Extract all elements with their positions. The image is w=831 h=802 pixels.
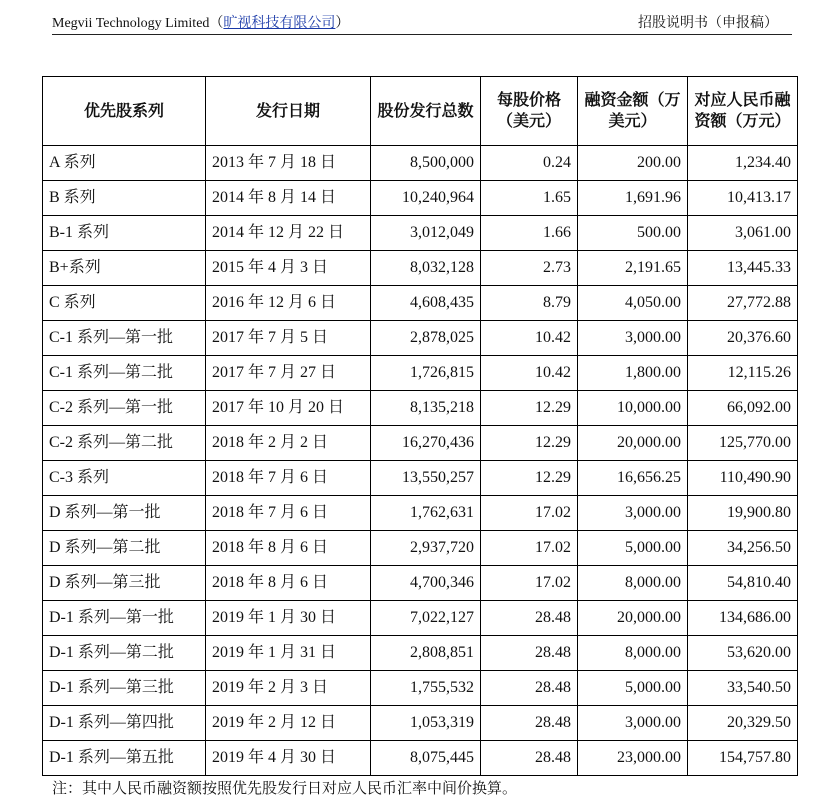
table-row (43, 391, 798, 426)
cell-price-per-share: 2.73 (481, 251, 578, 286)
cell-price-per-share: 0.24 (481, 146, 578, 181)
cell-price-per-share: 28.48 (481, 601, 578, 636)
table-row (43, 496, 798, 531)
cell-amount-rmb: 154,757.80 (688, 741, 798, 776)
cell-shares-issued: 4,608,435 (371, 286, 481, 321)
cell-amount-rmb: 20,376.60 (688, 321, 798, 356)
cell-issue-date: 2019 年 2 月 12 日 (206, 706, 371, 741)
cell-amount-usd: 3,000.00 (578, 706, 688, 741)
cell-shares-issued: 8,135,218 (371, 391, 481, 426)
table-row (43, 671, 798, 706)
cell-price-per-share: 17.02 (481, 496, 578, 531)
cell-issue-date: 2016 年 12 月 6 日 (206, 286, 371, 321)
cell-series: D 系列—第一批 (43, 496, 206, 531)
page-header (52, 8, 792, 35)
cell-issue-date: 2018 年 7 月 6 日 (206, 496, 371, 531)
cell-price-per-share: 28.48 (481, 671, 578, 706)
cell-issue-date: 2018 年 8 月 6 日 (206, 531, 371, 566)
cell-amount-rmb: 33,540.50 (688, 671, 798, 706)
document-type: 招股说明书（申报稿） (638, 15, 778, 31)
cell-amount-usd: 20,000.00 (578, 426, 688, 461)
table-row (43, 426, 798, 461)
table-row (43, 636, 798, 671)
cell-issue-date: 2018 年 8 月 6 日 (206, 566, 371, 601)
cell-shares-issued: 8,500,000 (371, 146, 481, 181)
cell-amount-usd: 5,000.00 (578, 531, 688, 566)
cell-shares-issued: 7,022,127 (371, 601, 481, 636)
cell-shares-issued: 3,012,049 (371, 216, 481, 251)
cell-series: C 系列 (43, 286, 206, 321)
cell-series: C-2 系列—第一批 (43, 391, 206, 426)
table-row (43, 321, 798, 356)
table-row (43, 706, 798, 741)
cell-price-per-share: 28.48 (481, 706, 578, 741)
cell-shares-issued: 1,755,532 (371, 671, 481, 706)
cell-price-per-share: 1.66 (481, 216, 578, 251)
cell-price-per-share: 10.42 (481, 321, 578, 356)
company-name-en: Megvii Technology Limited (52, 16, 210, 31)
cell-amount-usd: 5,000.00 (578, 671, 688, 706)
table-row (43, 531, 798, 566)
cell-shares-issued: 1,726,815 (371, 356, 481, 391)
table-row (43, 741, 798, 776)
cell-issue-date: 2019 年 1 月 30 日 (206, 601, 371, 636)
cell-amount-rmb: 19,900.80 (688, 496, 798, 531)
cell-amount-rmb: 110,490.90 (688, 461, 798, 496)
cell-shares-issued: 1,053,319 (371, 706, 481, 741)
cell-issue-date: 2018 年 2 月 2 日 (206, 426, 371, 461)
cell-amount-rmb: 54,810.40 (688, 566, 798, 601)
cell-issue-date: 2019 年 1 月 31 日 (206, 636, 371, 671)
cell-series: C-1 系列—第二批 (43, 356, 206, 391)
cell-series: D-1 系列—第二批 (43, 636, 206, 671)
table-row (43, 286, 798, 321)
cell-price-per-share: 8.79 (481, 286, 578, 321)
cell-amount-usd: 4,050.00 (578, 286, 688, 321)
cell-amount-usd: 8,000.00 (578, 636, 688, 671)
cell-series: D 系列—第二批 (43, 531, 206, 566)
cell-amount-rmb: 10,413.17 (688, 181, 798, 216)
cell-price-per-share: 12.29 (481, 391, 578, 426)
cell-amount-rmb: 53,620.00 (688, 636, 798, 671)
header-row (43, 77, 798, 146)
cell-issue-date: 2013 年 7 月 18 日 (206, 146, 371, 181)
cell-amount-rmb: 27,772.88 (688, 286, 798, 321)
table-row (43, 566, 798, 601)
cell-amount-usd: 200.00 (578, 146, 688, 181)
preferred-shares-table (42, 76, 798, 776)
cell-issue-date: 2015 年 4 月 3 日 (206, 251, 371, 286)
cell-shares-issued: 4,700,346 (371, 566, 481, 601)
cell-issue-date: 2018 年 7 月 6 日 (206, 461, 371, 496)
cell-series: C-1 系列—第一批 (43, 321, 206, 356)
cell-shares-issued: 13,550,257 (371, 461, 481, 496)
cell-price-per-share: 12.29 (481, 426, 578, 461)
cell-amount-usd: 23,000.00 (578, 741, 688, 776)
cell-issue-date: 2017 年 7 月 5 日 (206, 321, 371, 356)
header-company (52, 12, 349, 32)
cell-amount-rmb: 66,092.00 (688, 391, 798, 426)
company-name-cn: 旷视科技有限公司 (223, 15, 336, 31)
table-row (43, 216, 798, 251)
company-paren-open: （ (209, 15, 224, 31)
cell-shares-issued: 10,240,964 (371, 181, 481, 216)
cell-shares-issued: 2,937,720 (371, 531, 481, 566)
cell-series: D-1 系列—第四批 (43, 706, 206, 741)
cell-shares-issued: 1,762,631 (371, 496, 481, 531)
col-header-series: 优先股系列 (43, 77, 206, 146)
cell-series: D-1 系列—第一批 (43, 601, 206, 636)
cell-amount-usd: 8,000.00 (578, 566, 688, 601)
cell-amount-rmb: 12,115.26 (688, 356, 798, 391)
cell-issue-date: 2014 年 12 月 22 日 (206, 216, 371, 251)
cell-amount-usd: 16,656.25 (578, 461, 688, 496)
cell-shares-issued: 8,075,445 (371, 741, 481, 776)
table-header (43, 77, 798, 146)
cell-price-per-share: 1.65 (481, 181, 578, 216)
cell-amount-usd: 1,800.00 (578, 356, 688, 391)
col-header-price-per-share: 每股价格（美元） (481, 77, 578, 146)
cell-series: D-1 系列—第三批 (43, 671, 206, 706)
cell-price-per-share: 28.48 (481, 636, 578, 671)
cell-price-per-share: 28.48 (481, 741, 578, 776)
company-paren-close: ） (335, 15, 350, 31)
cell-price-per-share: 10.42 (481, 356, 578, 391)
cell-amount-rmb: 34,256.50 (688, 531, 798, 566)
table-body (43, 146, 798, 776)
cell-series: B-1 系列 (43, 216, 206, 251)
cell-amount-rmb: 13,445.33 (688, 251, 798, 286)
cell-issue-date: 2014 年 8 月 14 日 (206, 181, 371, 216)
table-row (43, 601, 798, 636)
cell-amount-usd: 1,691.96 (578, 181, 688, 216)
cell-series: A 系列 (43, 146, 206, 181)
cell-shares-issued: 2,878,025 (371, 321, 481, 356)
cell-series: B+系列 (43, 251, 206, 286)
cell-amount-usd: 3,000.00 (578, 321, 688, 356)
cell-shares-issued: 8,032,128 (371, 251, 481, 286)
cell-shares-issued: 2,808,851 (371, 636, 481, 671)
cell-price-per-share: 17.02 (481, 566, 578, 601)
cell-issue-date: 2017 年 7 月 27 日 (206, 356, 371, 391)
table-row (43, 356, 798, 391)
cell-amount-usd: 3,000.00 (578, 496, 688, 531)
cell-series: D 系列—第三批 (43, 566, 206, 601)
cell-amount-usd: 500.00 (578, 216, 688, 251)
cell-amount-rmb: 1,234.40 (688, 146, 798, 181)
table-row (43, 146, 798, 181)
cell-shares-issued: 16,270,436 (371, 426, 481, 461)
col-header-amount-usd: 融资金额（万美元） (578, 77, 688, 146)
cell-issue-date: 2017 年 10 月 20 日 (206, 391, 371, 426)
cell-issue-date: 2019 年 4 月 30 日 (206, 741, 371, 776)
col-header-shares-issued: 股份发行总数 (371, 77, 481, 146)
table-row (43, 461, 798, 496)
cell-amount-usd: 20,000.00 (578, 601, 688, 636)
cell-price-per-share: 17.02 (481, 531, 578, 566)
cell-amount-rmb: 134,686.00 (688, 601, 798, 636)
cell-issue-date: 2019 年 2 月 3 日 (206, 671, 371, 706)
table-row (43, 181, 798, 216)
cell-series: C-2 系列—第二批 (43, 426, 206, 461)
cell-amount-usd: 10,000.00 (578, 391, 688, 426)
cell-price-per-share: 12.29 (481, 461, 578, 496)
cell-series: B 系列 (43, 181, 206, 216)
col-header-amount-rmb: 对应人民币融资额（万元） (688, 77, 798, 146)
cell-series: D-1 系列—第五批 (43, 741, 206, 776)
cell-series: C-3 系列 (43, 461, 206, 496)
cell-amount-rmb: 20,329.50 (688, 706, 798, 741)
table-row (43, 251, 798, 286)
cell-amount-usd: 2,191.65 (578, 251, 688, 286)
cell-amount-rmb: 125,770.00 (688, 426, 798, 461)
table-footnote: 注：其中人民币融资额按照优先股发行日对应人民币汇率中间价换算。 (52, 779, 518, 797)
col-header-issue-date: 发行日期 (206, 77, 371, 146)
cell-amount-rmb: 3,061.00 (688, 216, 798, 251)
